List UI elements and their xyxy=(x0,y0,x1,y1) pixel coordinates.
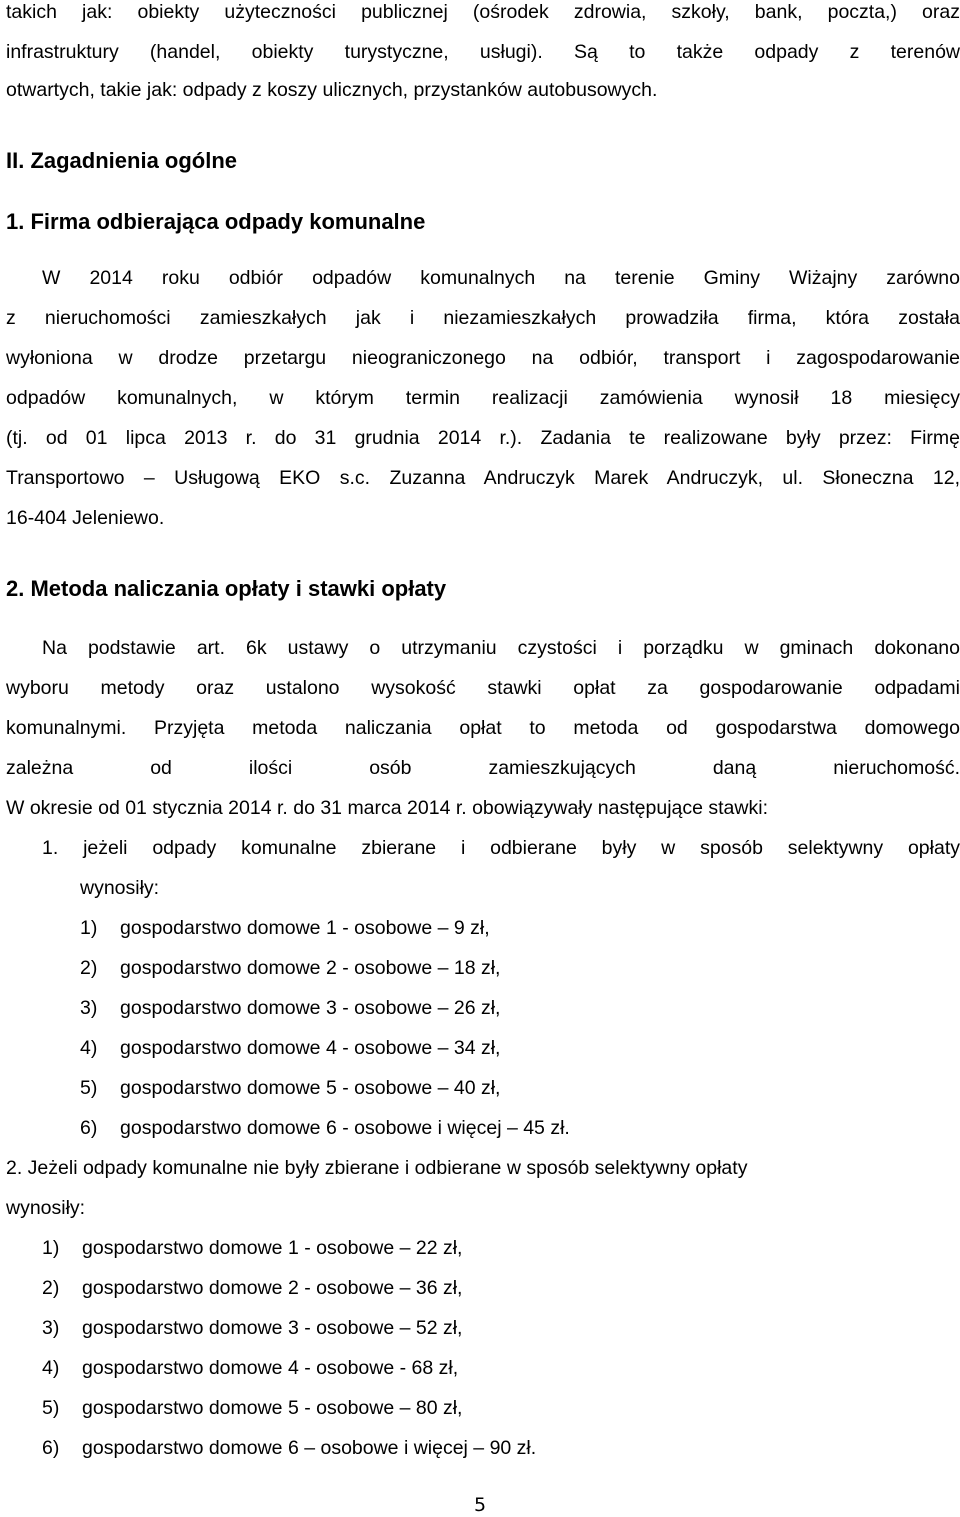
list-text: gospodarstwo domowe 3 - osobowe – 52 zł, xyxy=(82,1317,463,1339)
list-text: gospodarstwo domowe 5 - osobowe – 40 zł, xyxy=(120,1077,501,1099)
selective-heading: 1. jeżeli odpady komunalne zbierane i odbierane były w sposób selektywny opłaty xyxy=(42,837,960,859)
list-number: 2) xyxy=(80,957,98,979)
list-item xyxy=(42,1388,922,1428)
list-text: gospodarstwo domowe 1 - osobowe – 9 zł, xyxy=(120,917,490,939)
sub2-line-4: zależna od ilości osób zamieszkujących daną nieruchomość. xyxy=(6,757,960,779)
list-item xyxy=(42,1308,922,1348)
sub2-line-5: W okresie od 01 stycznia 2014 r. do 31 marca 2014 r. obowiązywały następujące stawki: xyxy=(6,797,768,819)
list-number: 6) xyxy=(80,1117,98,1139)
list-text: gospodarstwo domowe 2 - osobowe – 18 zł, xyxy=(120,957,501,979)
list-item xyxy=(42,1268,922,1308)
sub1-line-2: z nieruchomości zamieszkałych jak i niezamieszkałych prowadziła firma, która została xyxy=(6,307,960,329)
intro-line-3: otwartych, takie jak: odpady z koszy ulicznych, przystanków autobusowych. xyxy=(6,79,658,101)
list-text: gospodarstwo domowe 1 - osobowe – 22 zł, xyxy=(82,1237,463,1259)
list-number: 1) xyxy=(80,917,98,939)
sub2-line-1: Na podstawie art. 6k ustawy o utrzymaniu czystości i porządku w gminach dokonano xyxy=(42,637,960,659)
list-text: gospodarstwo domowe 4 - osobowe – 34 zł, xyxy=(120,1037,501,1059)
nonselective-heading: 2. Jeżeli odpady komunalne nie były zbierane i odbierane w sposób selektywny opłaty xyxy=(6,1157,748,1179)
list-item xyxy=(42,1228,922,1268)
list-text: gospodarstwo domowe 6 - osobowe i więcej – 45 zł. xyxy=(120,1117,570,1139)
list-item xyxy=(42,1348,922,1388)
list-item xyxy=(80,1068,960,1108)
list-number: 3) xyxy=(42,1317,60,1339)
list-number: 2) xyxy=(42,1277,60,1299)
list-item xyxy=(80,988,960,1028)
sub1-line-1: W 2014 roku odbiór odpadów komunalnych na terenie Gminy Wiżajny zarówno xyxy=(42,267,960,289)
subsection-2-heading: 2. Metoda naliczania opłaty i stawki opłaty xyxy=(6,576,447,601)
sub1-line-5: (tj. od 01 lipca 2013 r. do 31 grudnia 2014 r.). Zadania te realizowane były przez: Firmę xyxy=(6,427,960,449)
list-number: 5) xyxy=(80,1077,98,1099)
list-number: 4) xyxy=(80,1037,98,1059)
list-item xyxy=(80,1108,960,1148)
list-item xyxy=(80,1028,960,1068)
list-item xyxy=(80,908,960,948)
sub1-line-6: Transportowo – Usługową EKO s.c. Zuzanna Andruczyk Marek Andruczyk, ul. Słoneczna 12, xyxy=(6,467,960,489)
list-number: 6) xyxy=(42,1437,60,1459)
nonselective-heading-cont: wynosiły: xyxy=(6,1197,86,1219)
sub2-line-3: komunalnymi. Przyjęta metoda naliczania opłat to metoda od gospodarstwa domowego xyxy=(6,717,960,739)
section-heading: II. Zagadnienia ogólne xyxy=(6,148,238,173)
sub2-line-2: wyboru metody oraz ustalono wysokość stawki opłat za gospodarowanie odpadami xyxy=(6,677,960,699)
list-text: gospodarstwo domowe 4 - osobowe - 68 zł, xyxy=(82,1357,459,1379)
list-number: 5) xyxy=(42,1397,60,1419)
list-item xyxy=(42,1428,922,1468)
list-text: gospodarstwo domowe 5 - osobowe – 80 zł, xyxy=(82,1397,463,1419)
list-number: 1) xyxy=(42,1237,60,1259)
list-item xyxy=(80,948,960,988)
selective-heading-cont: wynosiły: xyxy=(80,877,160,899)
sub1-line-4: odpadów komunalnych, w którym termin realizacji zamówienia wynosił 18 miesięcy xyxy=(6,387,960,409)
sub1-line-7: 16-404 Jeleniewo. xyxy=(6,507,165,529)
intro-line-2: infrastruktury (handel, obiekty turystyczne, usługi). Są to także odpady z terenów xyxy=(6,41,960,63)
list-number: 4) xyxy=(42,1357,60,1379)
list-number: 3) xyxy=(80,997,98,1019)
sub1-line-3: wyłoniona w drodze przetargu nieograniczonego na odbiór, transport i zagospodarowanie xyxy=(6,347,960,369)
list-text: gospodarstwo domowe 6 – osobowe i więcej – 90 zł. xyxy=(82,1437,537,1459)
list-text: gospodarstwo domowe 2 - osobowe – 36 zł, xyxy=(82,1277,463,1299)
page-number: 5 xyxy=(473,1494,487,1516)
list-text: gospodarstwo domowe 3 - osobowe – 26 zł, xyxy=(120,997,501,1019)
intro-line-1: takich jak: obiekty użyteczności publicznej (ośrodek zdrowia, szkoły, bank, poczta,) oraz xyxy=(6,1,960,23)
subsection-1-heading: 1. Firma odbierająca odpady komunalne xyxy=(6,209,426,234)
